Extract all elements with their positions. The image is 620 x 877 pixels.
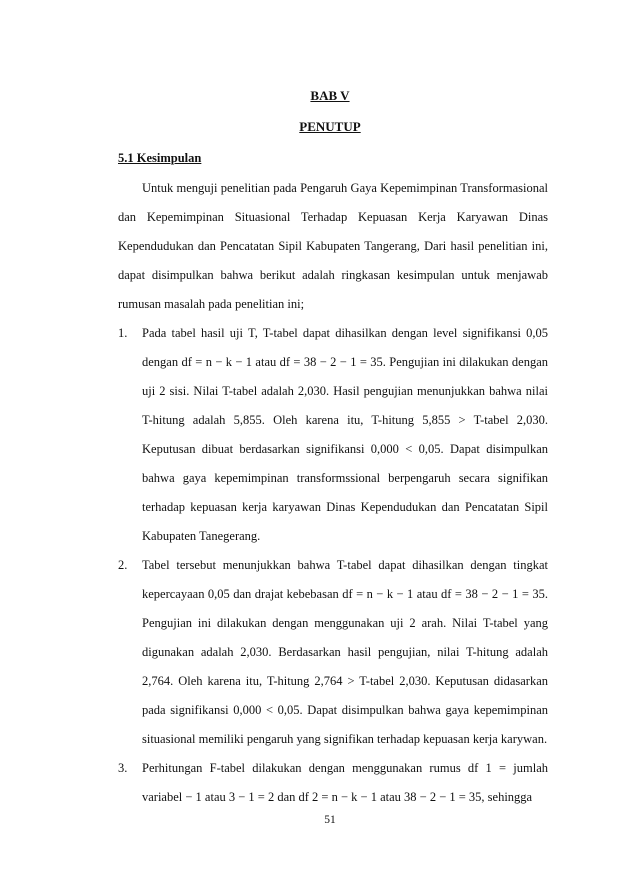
- list-item: [118, 319, 548, 551]
- list-item-number: 1.: [118, 326, 128, 340]
- list-item-text: Pada tabel hasil uji T, T-tabel dapat dihasilkan dengan level signifikansi 0,05 dengan df = n − k − 1 atau df = 38 − 2 − 1 = 35. Pengujian ini dilakukan dengan uji 2 sisi. Nilai T-tabel adalah 2,030. Hasil pengujian menunjukkan bahwa nilai T-hitung adalah 5,855. Oleh karena itu, T-hitung 5,855 > T-tabel 2,030. Keputusan dibuat berdasarkan signifikansi 0,000 < 0,05. Dapat disimpulkan bahwa gaya kepemimpinan transformssional berpengaruh secara signifikan terhadap kepuasan kerja karyawan Dinas Kependudukan dan Pencatatan Sipil Kabupaten Tanegerang.: [142, 326, 548, 543]
- chapter-label: BAB V: [310, 88, 350, 103]
- list-item-number: 3.: [118, 761, 128, 775]
- list-item: [118, 551, 548, 754]
- list-item-number: 2.: [118, 558, 128, 572]
- list-item: [118, 754, 548, 812]
- intro-paragraph: Untuk menguji penelitian pada Pengaruh Gaya Kepemimpinan Transformasional dan Kepemimpinan Situasional Terhadap Kepuasan Kerja Karyawan Dinas Kependudukan dan Pencatatan Sipil Kabupaten Tangerang, Dari hasil penelitian ini, dapat disimpulkan bahwa berikut adalah ringkasan kesimpulan untuk menjawab rumusan masalah pada penelitian ini;: [118, 181, 548, 311]
- list-item-text: Perhitungan F-tabel dilakukan dengan menggunakan rumus df 1 = jumlah variabel − 1 atau 3 − 1 = 2 dan df 2 = n − k − 1 atau 38 − 2 − 1 = 35, sehingga: [142, 761, 548, 804]
- chapter-title: PENUTUP: [299, 119, 361, 134]
- section-body: [118, 174, 548, 812]
- findings-list: [118, 319, 548, 812]
- page-number: 51: [324, 814, 336, 826]
- list-item-text: Tabel tersebut menunjukkan bahwa T-tabel dapat dihasilkan dengan tingkat kepercayaan 0,05 dan drajat kebebasan df = n − k − 1 atau df = 38 − 2 − 1 = 35. Pengujian ini dilakukan dengan menggunakan uji 2 arah. Nilai T-tabel yang digunakan adalah 2,030. Berdasarkan hasil pengujian, nilai T-hitung adalah 2,764. Oleh karena itu, T-hitung 2,764 > T-tabel 2,030. Keputusan didasarkan pada signifikansi 0,000 < 0,05. Dapat disimpulkan bahwa gaya kepemimpinan situasional memiliki pengaruh yang signifikan terhadap kepuasan kerja karywan.: [142, 558, 548, 746]
- section-heading: 5.1 Kesimpulan: [118, 151, 202, 165]
